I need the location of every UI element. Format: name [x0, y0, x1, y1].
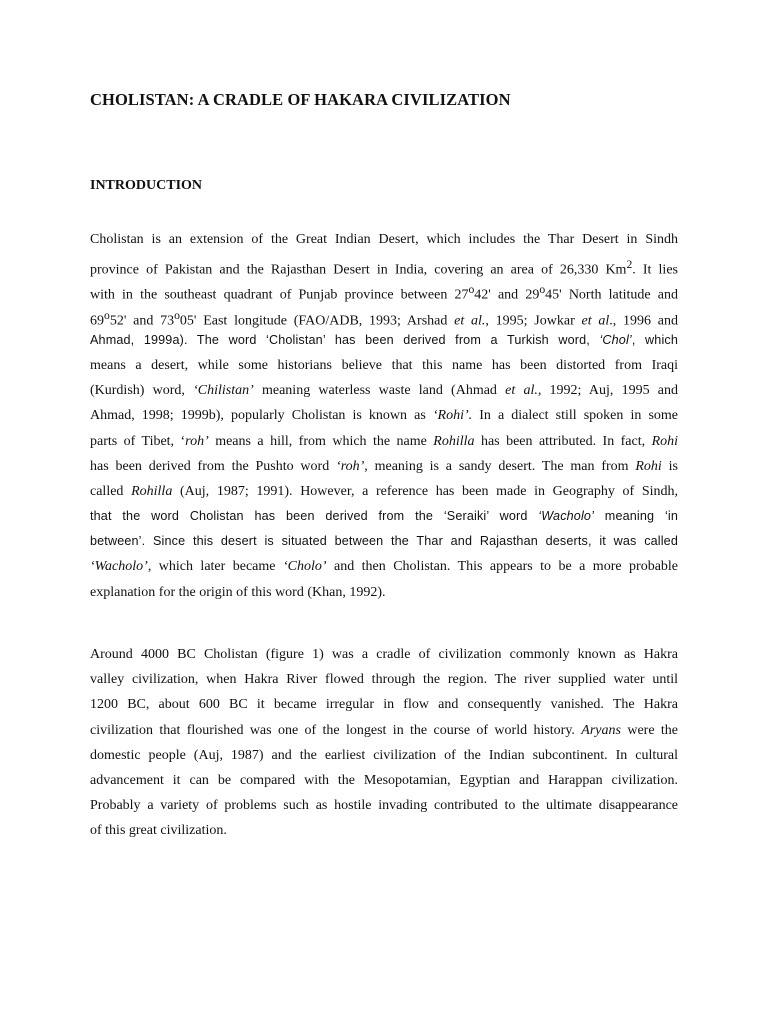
text-line: 69$^o$52' and 73$^o$05' East longitude (FAO/ADB, 1993; Arshad et al., 1995; Jowkar et al., 1996 and [90, 308, 678, 328]
text-line: explanation for the origin of this word (Khan, 1992). [90, 584, 386, 600]
text-line: valley civilization, when Hakra River flowed through the region. The river supplied water until [90, 672, 678, 688]
paragraph-1 [90, 227, 678, 605]
document-title: CHOLISTAN: A CRADLE OF HAKARA CIVILIZATION [90, 90, 511, 109]
text-line: Ahmad, 1998; 1999b), popularly Cholistan is known as ‘Rohi’. In a dialect still spoken in some [90, 408, 678, 424]
text-line: that the word Cholistan has been derived from the ‘Seraiki’ word ‘Wacholo’ meaning ‘in [90, 509, 678, 524]
section-heading-introduction: INTRODUCTION [90, 178, 203, 193]
text-line: Cholistan is an extension of the Great Indian Desert, which includes the Thar Desert in Sindh [90, 232, 678, 247]
document-page [90, 0, 678, 1024]
text-line: 1200 BC, about 600 BC it became irregular in flow and consequently vanished. The Hakra [90, 697, 678, 713]
text-line: advancement it can be compared with the Mesopotamian, Egyptian and Harappan civilization. [90, 772, 678, 788]
text-line: domestic people (Auj, 1987) and the earliest civilization of the Indian subcontinent. In cultural [90, 747, 678, 763]
text-line: Probably a variety of problems such as hostile invading contributed to the ultimate disappearance [90, 798, 678, 814]
text-line: with in the southeast quadrant of Punjab province between 27$^o$42' and 29$^o$45' North latitude and [90, 283, 678, 303]
text-line: ‘Wacholo’, which later became ‘Cholo’ and then Cholistan. This appears to be a more probable [90, 559, 678, 575]
text-line: parts of Tibet, ‘roh’ means a hill, from which the name Rohilla has been attributed. In fact, Rohi [90, 433, 678, 449]
text-line: Around 4000 BC Cholistan (figure 1) was a cradle of civilization commonly known as Hakra [90, 647, 678, 662]
text-line: means a desert, while some historians believe that this name has been distorted from Iraqi [90, 357, 678, 373]
text-line: has been derived from the Pushto word ‘roh’, meaning is a sandy desert. The man from Rohi is [90, 458, 678, 474]
text-line: civilization that flourished was one of the longest in the course of world history. Aryans were the [90, 722, 678, 738]
text-line: between’. Since this desert is situated between the Thar and Rajasthan deserts, it was called [90, 534, 678, 549]
paragraph-2 [90, 642, 678, 844]
text-line: (Kurdish) word, ‘Chilistan’ meaning waterless waste land (Ahmad et al., 1992; Auj, 1995 and [90, 383, 678, 399]
text-line: called Rohilla (Auj, 1987; 1991). However, a reference has been made in Geography of Sindh, [90, 483, 678, 499]
text-line: of this great civilization. [90, 823, 227, 839]
text-line: Ahmad, 1999a). The word ‘Cholistan’ has been derived from a Turkish word, ‘Chol’, which [90, 332, 678, 347]
text-line: province of Pakistan and the Rajasthan Desert in India, covering an area of 26,330 Km$^2$. It lies [90, 258, 678, 278]
